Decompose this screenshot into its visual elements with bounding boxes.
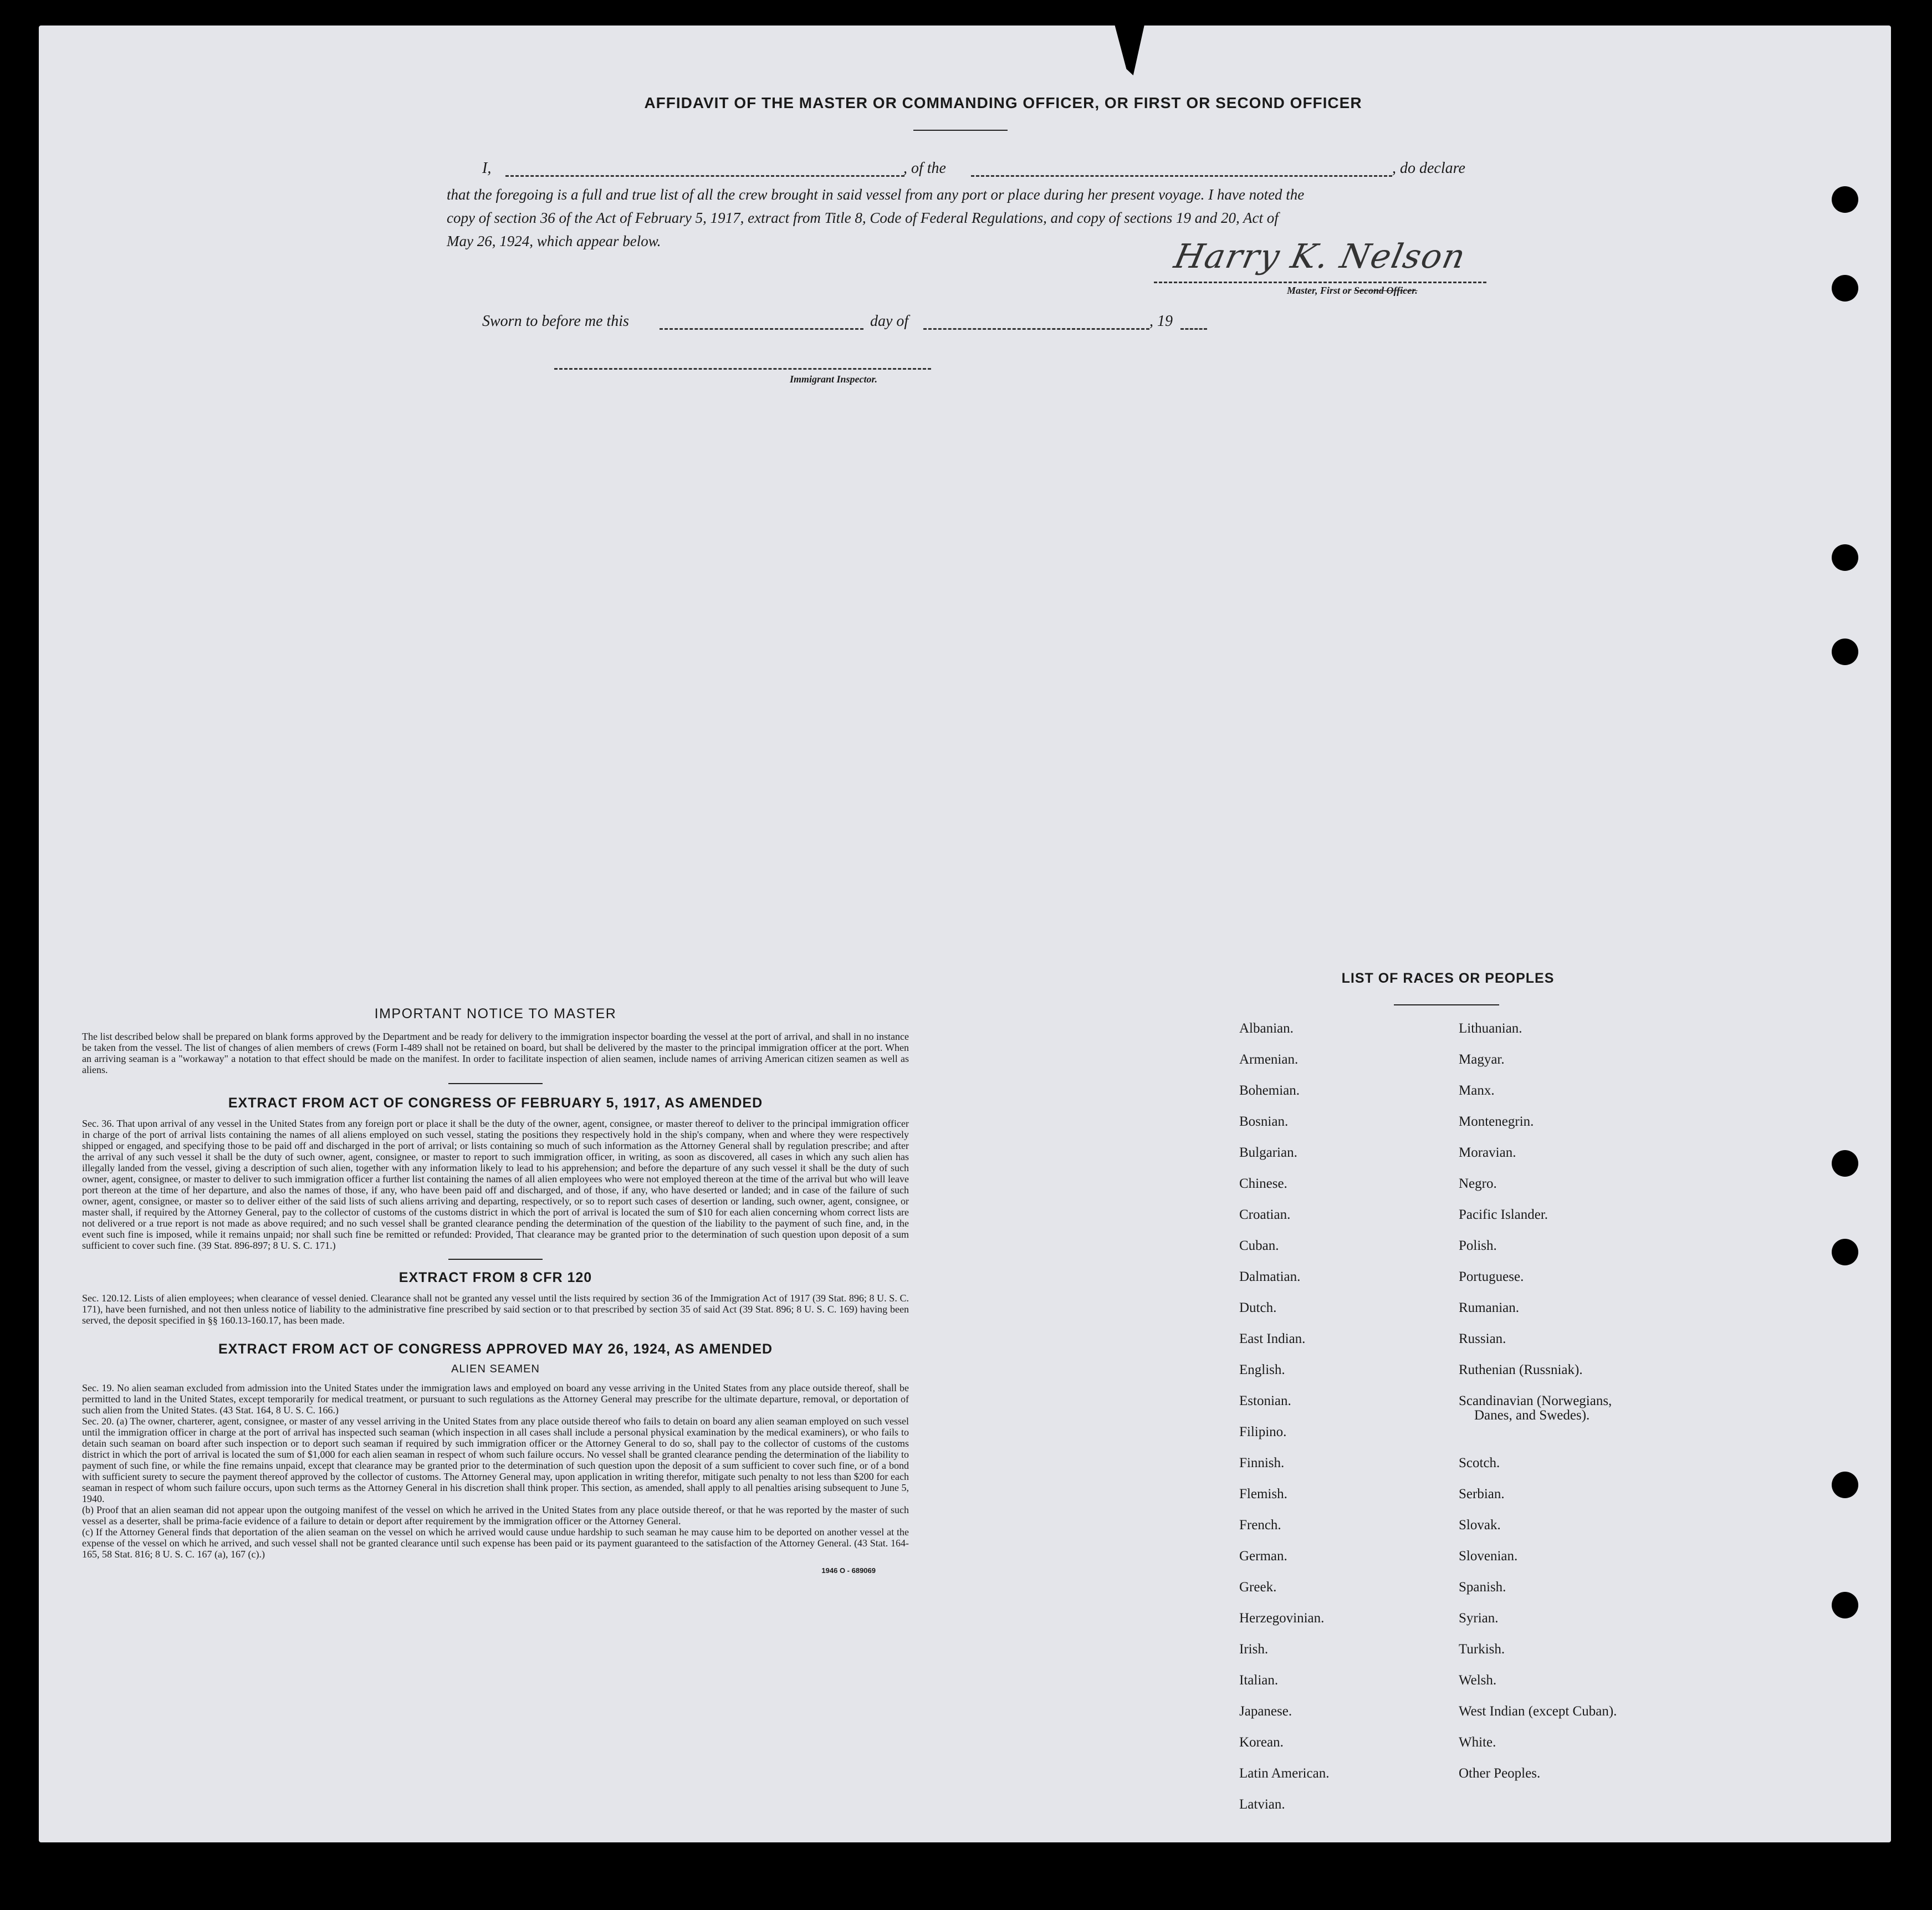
race-item: Bulgarian. [1239, 1145, 1297, 1160]
affidavit-line: copy of section 36 of the Act of February 5, 1917, extract from Title 8, Code of Federal Regulations, and copy of sections 19 and 20, Act of [447, 210, 1279, 226]
race-item: Other Peoples. [1459, 1766, 1541, 1781]
print-code: 1946 O - 689069 [821, 1566, 876, 1575]
race-item: Pacific Islander. [1459, 1207, 1548, 1222]
punch-hole [1832, 275, 1858, 302]
affidavit-do-declare: , do declare [1392, 160, 1465, 177]
name-blank[interactable] [505, 175, 904, 177]
notice-body: The list described below shall be prepared on blank forms approved by the Department and be ready for delivery to the immigration inspector boarding the vessel at the port of arrival, and shall in no instance be taken from the vessel. The list of changes of alien members of crews (Form I-489 shall not be retained on board, but shall be delivered by the master to the principal immigration officer at the port. When an arriving seaman is a "workaway" a notation to that effect should be made on the manifest. In order to facilitate inspection of alien seamen, include names of arriving American citizen seamen as well as aliens. [82, 1031, 909, 1075]
inspector-line [554, 368, 931, 370]
extract-1917-body: Sec. 36. That upon arrival of any vessel in the United States from any foreign port or place it shall be the duty of the owner, agent, consignee, or master thereof to deliver to the principal immigration officer in charge of the port of arrival lists containing the names of all aliens employed on such vessel, stating the positions they respectively hold in the ship's company, when and where they were respectively shipped or engaged, and specifying those to be paid off and discharged in the port of arrival; or lists containing so much of such information as the Attorney General shall by regulation prescribe; and after the arrival of any such vessel it shall be the duty of such owner, agent, consignee, or master to report to such immigration officer, in writing, as soon as discovered, all cases in which any such alien has illegally landed from the vessel, giving a description of such alien, together with any information likely to lead to his apprehension; and before the departure of any such vessel it shall be the duty of such owner, agent, consignee, or master to deliver to such immigration officer a further list containing the names of all alien employees who were not employed thereon at the time of the arrival but who will leave port thereon at the time of her departure, and also the names of those, if any, who have been paid off and discharged, and of those, if any, who have deserted or landed; and in case of the failure of such owner, agent, consignee, or master so to deliver either of the said lists of such aliens arriving and departing, respectively, or so to report such cases of desertion or landing, such owner, agent, consignee, or master shall, if required by the Attorney General, pay to the collector of customs of the customs district in which the port of arrival is located the sum of $10 for each alien concerning whom correct lists are not delivered or a true report is not made as above required; and no such vessel shall be granted clearance pending the determination of the question of the liability to the payment of such fine, and, in the event such fine is imposed, while it remains unpaid; nor shall such fine be remitted or refunded: Provided, That clearance may be granted prior to the determination of such question upon deposit of a sum sufficient to cover such fine. (39 Stat. 896-897; 8 U. S. C. 171.) [82, 1118, 909, 1251]
race-item: Slovenian. [1459, 1549, 1518, 1564]
race-item: White. [1459, 1735, 1496, 1750]
year-blank[interactable] [1180, 328, 1207, 330]
punch-hole [1832, 1592, 1858, 1618]
signature-caption-text: Master, First or [1287, 285, 1352, 296]
punch-hole [1832, 1472, 1858, 1498]
race-item: Japanese. [1239, 1704, 1292, 1719]
race-item: Estonian. [1239, 1393, 1291, 1408]
race-item: Herzegovinian. [1239, 1611, 1325, 1626]
race-item: Polish. [1459, 1238, 1497, 1253]
race-item: Manx. [1459, 1083, 1495, 1098]
race-item: Ruthenian (Russniak). [1459, 1362, 1583, 1377]
affidavit-line: May 26, 1924, which appear below. [447, 233, 661, 249]
punch-hole [1832, 1150, 1858, 1177]
sec20b-paragraph: (b) Proof that an alien seaman did not appear upon the outgoing manifest of the vessel on which he arrived in the United States from any place outside thereof, or that he was reported by the master of such vessel as a deserter, shall be prima-facie evidence of a failure to detain or deport after requirement by the immigration officer or the Attorney General. [82, 1504, 909, 1526]
race-item: English. [1239, 1362, 1285, 1377]
divider [448, 1259, 543, 1260]
races-title: LIST OF RACES OR PEOPLES [1341, 971, 1555, 986]
race-item: Dutch. [1239, 1300, 1277, 1315]
race-item: Spanish. [1459, 1580, 1506, 1595]
extract-cfr-body: Sec. 120.12. Lists of alien employees; when clearance of vessel denied. Clearance shall not be granted any vessel until the lists required by section 36 of the Immigration Act of 1917 (39 Stat. 896; 8 U. S. C. 171), have been furnished, and not then unless notice of liability to the administrative fine prescribed by said section or to that prescribed by section 35 of said Act (39 Stat. 896; 8 U. S. C. 169) having been served, the deposit specified in §§ 160.13-160.17, has been made. [82, 1293, 909, 1326]
race-item: German. [1239, 1549, 1287, 1564]
race-item: Greek. [1239, 1580, 1277, 1595]
extract-1924-title: EXTRACT FROM ACT OF CONGRESS APPROVED MAY 26, 1924, AS AMENDED [218, 1341, 773, 1357]
punch-hole [1832, 1239, 1858, 1265]
punch-hole [1832, 544, 1858, 571]
race-item: Montenegrin. [1459, 1114, 1534, 1129]
title-divider [913, 130, 1008, 131]
sworn-day-blank[interactable] [660, 328, 863, 330]
vessel-blank[interactable] [971, 175, 1392, 177]
race-item: Finnish. [1239, 1456, 1285, 1470]
race-item: Slovak. [1459, 1518, 1501, 1533]
inspector-caption: Immigrant Inspector. [790, 374, 878, 385]
race-item: Turkish. [1459, 1642, 1505, 1657]
race-item: Moravian. [1459, 1145, 1516, 1160]
affidavit-of-the: , of the [903, 160, 946, 177]
legal-text-column [82, 1006, 909, 1575]
signature-caption-struck: Second Officer. [1354, 285, 1418, 296]
signature-caption [1287, 285, 1418, 297]
race-item: East Indian. [1239, 1331, 1306, 1346]
sec19-paragraph: Sec. 19. No alien seaman excluded from admission into the United States under the immigration laws and employed on board any vesse arriving in the United States from any place outside thereof, shall be permitted to land in the United States, except temporarily for medical treatment, or pursuant to such regulations as the Attorney General may prescribe for the ultimate departure, removal, or deportation of such alien from the United States. (43 Stat. 164, 8 U. S. C. 166.) [82, 1382, 909, 1416]
race-item: Cuban. [1239, 1238, 1279, 1253]
race-item: Italian. [1239, 1673, 1279, 1688]
race-item: Syrian. [1459, 1611, 1499, 1626]
sworn-label: Sworn to before me this [482, 313, 629, 330]
race-item: Filipino. [1239, 1424, 1287, 1439]
punch-hole [1832, 186, 1858, 213]
affidavit-line: that the foregoing is a full and true list of all the crew brought in said vessel from any port or place during her present voyage. I have noted the [447, 186, 1305, 203]
race-item: Armenian. [1239, 1052, 1299, 1067]
race-item: Serbian. [1459, 1487, 1505, 1502]
race-item: Bohemian. [1239, 1083, 1300, 1098]
race-item: Dalmatian. [1239, 1269, 1301, 1284]
race-item: Chinese. [1239, 1176, 1287, 1191]
sec20a-paragraph: Sec. 20. (a) The owner, charterer, agent, consignee, or master of any vessel arriving in the United States from any place outside thereof who fails to detain on board any alien seaman employed on such vessel until the immigration officer in charge at the port of arrival has inspected such seaman (which inspection in all cases shall include a personal physical examination by the medical examiners), or who fails to detain such seaman on board after such inspection or to deport such seaman if required by such immigration officer or the Attorney General to do so, shall pay to the collector of customs of the customs district in which the port of arrival is located the sum of $1,000 for each alien seaman in respect of whom such failure occurs. No vessel shall be granted clearance pending the determination of the liability to payment of such fine, or while the fine remains unpaid, except that clearance may be granted prior to the determination of such question upon the deposit of a sum sufficient to cover such fine, or of a bond with sufficient surety to secure the payment thereof approved by the collector of customs. The Attorney General may, upon application in writing therefor, mitigate such penalty to not less than $200 for each seaman in respect of whom such failure occurs, upon such terms as the Attorney General in his discretion shall think proper. This section, as amended, shall apply to all penalties arising subsequent to June 5, 1940. [82, 1416, 909, 1504]
affidavit-title: AFFIDAVIT OF THE MASTER OR COMMANDING OFFICER, OR FIRST OR SECOND OFFICER [644, 94, 1362, 111]
race-item: Portuguese. [1459, 1269, 1524, 1284]
notice-title: IMPORTANT NOTICE TO MASTER [374, 1006, 617, 1022]
year-label: , 19 [1149, 313, 1173, 330]
extract-1924-subtitle: ALIEN SEAMEN [451, 1363, 540, 1375]
divider [448, 1083, 543, 1084]
signature: Harry K. Nelson [1171, 237, 1470, 276]
race-item: Russian. [1459, 1331, 1506, 1346]
races-divider [1394, 1004, 1499, 1005]
extract-cfr-title: EXTRACT FROM 8 CFR 120 [398, 1270, 592, 1285]
affidavit-i: I, [482, 160, 492, 177]
race-item: French. [1239, 1518, 1281, 1533]
race-item: Flemish. [1239, 1487, 1287, 1502]
race-item: Bosnian. [1239, 1114, 1289, 1129]
punch-hole [1832, 639, 1858, 665]
signature-line [1154, 282, 1486, 283]
race-item: Danes, and Swedes). [1474, 1408, 1590, 1423]
race-item: Latvian. [1239, 1797, 1285, 1812]
race-item: Lithuanian. [1459, 1021, 1522, 1036]
race-item: Scandinavian (Norwegians, [1459, 1393, 1612, 1408]
day-of-label: day of [870, 313, 909, 330]
race-item: Negro. [1459, 1176, 1497, 1191]
race-item: Magyar. [1459, 1052, 1505, 1067]
race-item: Welsh. [1459, 1673, 1497, 1688]
month-blank[interactable] [923, 328, 1149, 330]
sec20c-paragraph: (c) If the Attorney General finds that deportation of the alien seaman on the vessel on which he arrived would cause undue hardship to such seaman he may cause him to be deported on another vessel at the expense of the vessel on which he arrived, and such vessel shall not be granted clearance until such expense has been paid or its payment guaranteed to the satisfaction of the Attorney General. (43 Stat. 164-165, 58 Stat. 816; 8 U. S. C. 167 (a), 167 (c).) [82, 1526, 909, 1560]
race-item: Irish. [1239, 1642, 1269, 1657]
race-item: Albanian. [1239, 1021, 1294, 1036]
race-item: Croatian. [1239, 1207, 1291, 1222]
extract-1917-title: EXTRACT FROM ACT OF CONGRESS OF FEBRUARY 5, 1917, AS AMENDED [228, 1095, 763, 1111]
race-item: West Indian (except Cuban). [1459, 1704, 1617, 1719]
race-item: Rumanian. [1459, 1300, 1520, 1315]
race-item: Korean. [1239, 1735, 1284, 1750]
race-item: Scotch. [1459, 1456, 1500, 1470]
race-item: Latin American. [1239, 1766, 1330, 1781]
